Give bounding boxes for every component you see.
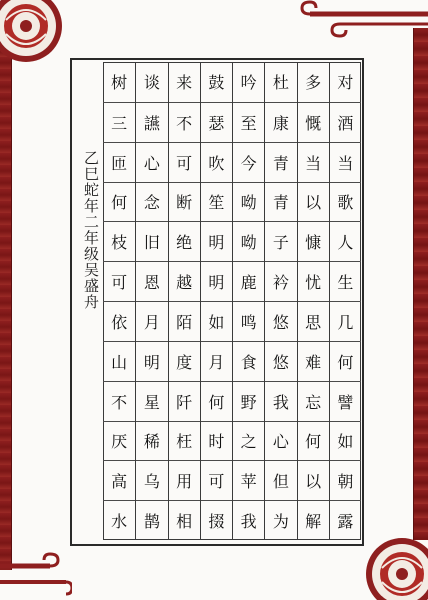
grid-cell: 绝 [169, 221, 200, 261]
grid-cell: 树 [111, 73, 128, 93]
grid-cell: 今 [233, 142, 264, 182]
grid-cell: 掇 [201, 500, 232, 540]
grid-cell: 歌 [330, 182, 361, 222]
grid-cell: 鹿 [233, 261, 264, 301]
grid-cell: 念 [136, 182, 167, 222]
grid-column [297, 62, 329, 540]
grid-cell: 之 [233, 421, 264, 461]
grid-cell: 杜 [272, 73, 289, 93]
grid-cell: 对 [337, 73, 354, 93]
grid-cell: 枝 [103, 221, 135, 261]
grid-cell: 食 [233, 341, 264, 381]
signature: 乙巳蛇年二年级吴盛舟 [82, 150, 100, 310]
grid-cell: 生 [330, 261, 361, 301]
grid-cell: 以 [298, 460, 329, 500]
grid-cell: 至 [233, 102, 264, 142]
grid-cell: 何 [298, 421, 329, 461]
right-decorative-bar [413, 28, 428, 540]
grid-cell: 相 [169, 500, 200, 540]
grid-cell: 人 [330, 221, 361, 261]
grid-column [200, 62, 232, 540]
grid-cell: 忧 [298, 261, 329, 301]
bottom-right-medallion [360, 528, 428, 600]
grid-cell: 鼓 [208, 73, 225, 93]
grid-cell: 以 [298, 182, 329, 222]
grid-cell: 稀 [136, 421, 167, 461]
grid-cell: 呦 [233, 221, 264, 261]
grid-cell: 当 [298, 142, 329, 182]
grid-cell: 三 [103, 102, 135, 142]
grid-cell: 星 [136, 381, 167, 421]
grid-cell: 谈 [143, 73, 160, 93]
grid-cell: 慨 [298, 102, 329, 142]
grid-column [168, 62, 200, 540]
grid-cell: 陌 [169, 301, 200, 341]
grid-cell: 何 [330, 341, 361, 381]
grid-cell: 野 [233, 381, 264, 421]
top-right-scroll-ornament [300, 0, 428, 42]
grid-cell: 何 [103, 182, 135, 222]
grid-cell: 忘 [298, 381, 329, 421]
grid-cell: 水 [103, 500, 135, 540]
grid-column [329, 62, 361, 540]
grid-cell: 可 [201, 460, 232, 500]
grid-cell: 明 [201, 221, 232, 261]
grid-cell: 青 [265, 182, 296, 222]
grid-cell: 悠 [265, 301, 296, 341]
grid-cell: 几 [330, 301, 361, 341]
grid-cell: 讌 [136, 102, 167, 142]
grid-cell: 高 [103, 460, 135, 500]
grid-cell: 旧 [136, 221, 167, 261]
grid-cell: 呦 [233, 182, 264, 222]
grid-cell: 用 [169, 460, 200, 500]
grid-cell: 悠 [265, 341, 296, 381]
grid-cell: 笙 [201, 182, 232, 222]
grid-cell: 心 [265, 421, 296, 461]
grid-cell: 时 [201, 421, 232, 461]
grid-cell: 青 [265, 142, 296, 182]
grid-cell: 匝 [103, 142, 135, 182]
grid-cell: 可 [103, 261, 135, 301]
grid-cell: 阡 [169, 381, 200, 421]
grid-cell: 难 [298, 341, 329, 381]
grid-cell: 吹 [201, 142, 232, 182]
grid-cell: 断 [169, 182, 200, 222]
grid-cell: 衿 [265, 261, 296, 301]
grid-cell: 恩 [136, 261, 167, 301]
grid-column [232, 62, 264, 540]
grid-cell: 如 [330, 421, 361, 461]
grid-cell: 枉 [169, 421, 200, 461]
grid-cell: 为 [265, 500, 296, 540]
grid-cell: 酒 [330, 102, 361, 142]
grid-cell: 朝 [330, 460, 361, 500]
grid-cell: 厌 [103, 421, 135, 461]
grid-cell: 不 [169, 102, 200, 142]
grid-cell: 度 [169, 341, 200, 381]
grid-cell: 明 [136, 341, 167, 381]
grid-cell: 子 [265, 221, 296, 261]
grid-cell: 鹊 [136, 500, 167, 540]
grid-cell: 如 [201, 301, 232, 341]
grid-cell: 可 [169, 142, 200, 182]
grid-cell: 吟 [240, 73, 257, 93]
grid-cell: 心 [136, 142, 167, 182]
grid-cell: 鸣 [233, 301, 264, 341]
grid-cell: 多 [305, 73, 322, 93]
grid-column [264, 62, 296, 540]
grid-cell: 不 [103, 381, 135, 421]
grid-cell: 苹 [233, 460, 264, 500]
grid-cell: 我 [233, 500, 264, 540]
grid-cell: 但 [265, 460, 296, 500]
grid-column [103, 62, 135, 540]
grid-cell: 解 [298, 500, 329, 540]
grid-cell: 越 [169, 261, 200, 301]
grid-cell: 譬 [330, 381, 361, 421]
grid-cell: 来 [176, 73, 193, 93]
left-decorative-bar [0, 45, 12, 570]
grid-column [135, 62, 167, 540]
grid-cell: 乌 [136, 460, 167, 500]
top-left-medallion [0, 0, 72, 70]
bottom-left-scroll-ornament [0, 552, 72, 600]
grid-cell: 何 [201, 381, 232, 421]
grid-cell: 依 [103, 301, 135, 341]
grid-cell: 思 [298, 301, 329, 341]
grid-cell: 明 [201, 261, 232, 301]
grid-cell: 山 [103, 341, 135, 381]
grid-cell: 当 [330, 142, 361, 182]
grid-cell: 月 [136, 301, 167, 341]
grid-cell: 瑟 [201, 102, 232, 142]
grid-cell: 月 [201, 341, 232, 381]
grid-cell: 我 [265, 381, 296, 421]
grid-cell: 露 [330, 500, 361, 540]
grid-cell: 康 [265, 102, 296, 142]
grid-cell: 慷 [298, 221, 329, 261]
